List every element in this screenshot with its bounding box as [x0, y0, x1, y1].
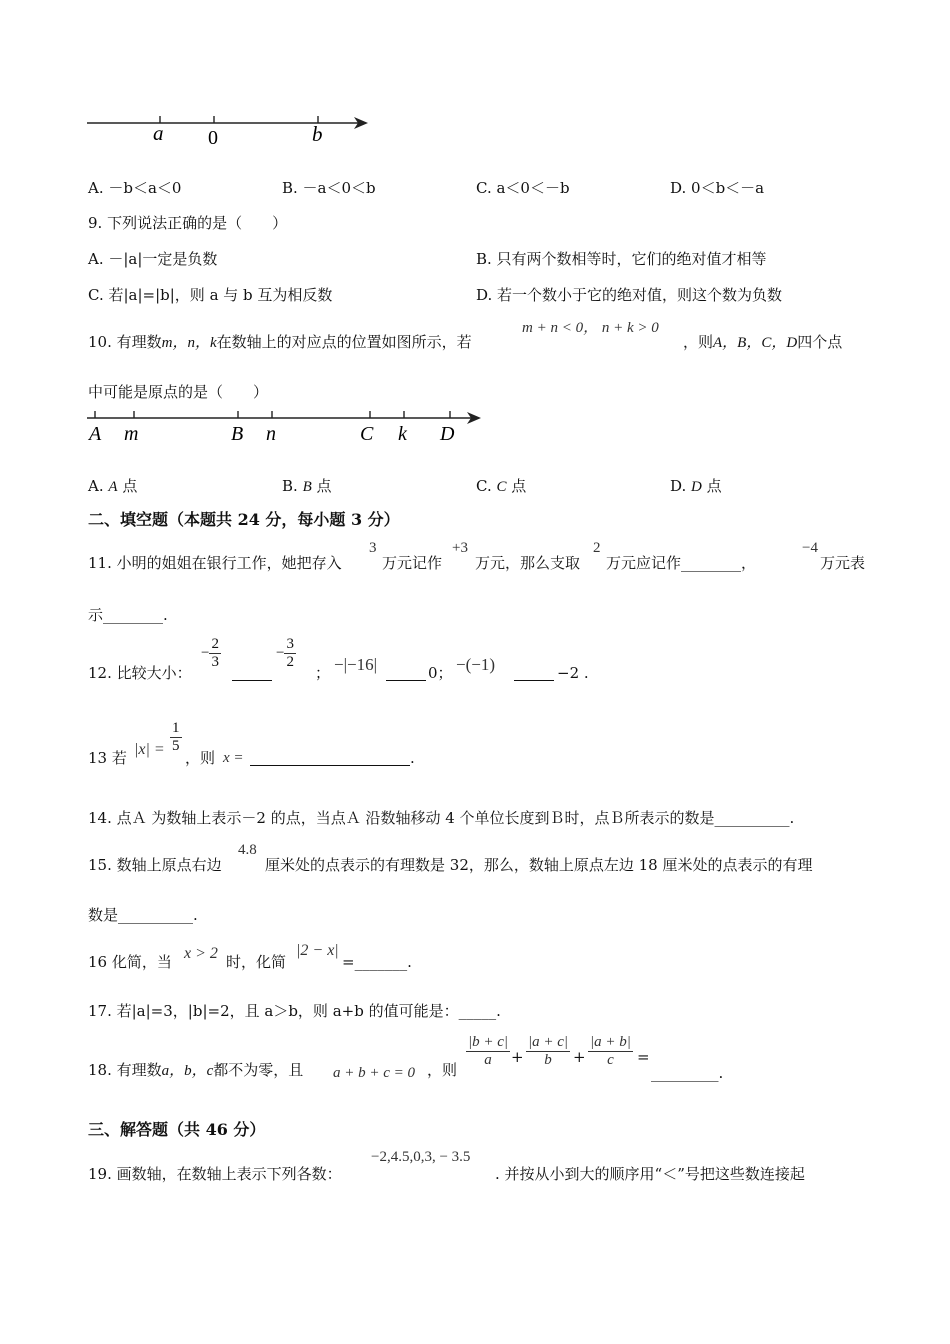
q12-expr-abs: −|−16|	[334, 655, 377, 674]
axis-label-A: A	[89, 423, 102, 445]
q11-part2: 万元记作	[382, 554, 443, 572]
q9-stem: 9. 下列说法正确的是（ ）	[88, 214, 288, 232]
q18-plus-1: +	[511, 1048, 524, 1066]
axis-label-C: C	[360, 423, 374, 445]
q10-option-c[interactable]: C. C 点	[476, 477, 527, 495]
q9-option-b[interactable]: B. 只有两个数相等时，它们的绝对值才相等	[476, 250, 767, 268]
q12-blank-1[interactable]	[232, 666, 272, 681]
q8-number-line	[84, 108, 374, 152]
q12-end: −2 .	[557, 664, 589, 682]
q8-option-d[interactable]: D. 0＜b＜－a	[670, 179, 765, 197]
q13-end: .	[410, 749, 415, 767]
q8-option-a[interactable]: A. －b＜a＜0	[88, 179, 182, 197]
q18-part3: ，则	[427, 1061, 458, 1079]
q12-blank-2[interactable]	[386, 666, 426, 681]
q18-end: _________.	[651, 1064, 724, 1082]
q15-part1: 15. 数轴上原点右边	[88, 856, 222, 874]
q11-part4: 万元应记作________，	[606, 554, 757, 572]
q17: 17. 若|a|=3，|b|=2，且 a＞b，则 a+b 的值可能是：_____.	[88, 1002, 501, 1020]
axis-label-a: a	[153, 121, 164, 145]
q11-num-2: 2	[593, 540, 601, 556]
q18-equals: =	[637, 1048, 650, 1066]
q11-part6: 示________.	[88, 606, 168, 624]
q16-part2: 时，化简	[226, 953, 287, 971]
q19-part2: . 并按从小到大的顺序用“＜”号把这些数连接起	[495, 1165, 805, 1183]
q11-part5: 万元表	[820, 554, 866, 572]
axis-label-b: b	[312, 122, 323, 146]
q10-stem-end: ，则A，B，C，D四个点	[683, 333, 843, 351]
q9-option-d[interactable]: D. 若一个数小于它的绝对值，则这个数为负数	[476, 286, 783, 304]
axis-label-zero: 0	[208, 127, 218, 149]
q15-num: 4.8	[238, 842, 257, 858]
q18-frac-2: $\frac{|a + c|}{b}$	[528, 1034, 569, 1068]
q12-blank-3[interactable]	[514, 666, 554, 681]
section-2-heading: 二、填空题（本题共 24 分，每小题 3 分）	[88, 510, 400, 529]
q10-option-d[interactable]: D. D 点	[670, 477, 722, 495]
q11-part3: 万元，那么支取	[475, 554, 581, 572]
q13-mid: ，则	[185, 749, 216, 767]
q13-blank[interactable]	[250, 751, 410, 766]
q13-x: x =	[223, 750, 244, 766]
q11-num-3: 3	[369, 540, 377, 556]
q12-frac2: − $\frac{3}{2}$	[276, 636, 294, 670]
axis-label-D: D	[440, 423, 455, 445]
q10-number-line	[84, 405, 489, 447]
axis-label-B: B	[231, 423, 244, 445]
q12-frac1: − $\frac{2}{3}$	[201, 636, 219, 670]
q9-option-a[interactable]: A. －|a|一定是负数	[88, 250, 218, 268]
axis-label-k: k	[398, 423, 407, 445]
q18-frac-1: $\frac{|b + c|}{a}$	[468, 1034, 509, 1068]
q13-label: 13 若	[88, 749, 127, 767]
q12-expr-neg: −(−1)	[456, 655, 495, 674]
q13-expr: |x| =	[134, 741, 165, 758]
q10-stem: 10. 有理数m，n，k在数轴上的对应点的位置如图所示，若	[88, 333, 472, 351]
axis-label-m: m	[124, 423, 139, 445]
q11-num-minus4: −4	[802, 540, 818, 556]
q19-part1: 19. 画数轴，在数轴上表示下列各数：	[88, 1165, 342, 1183]
q11-num-plus3: +3	[452, 540, 468, 556]
q11-part1: 11. 小明的姐姐在银行工作，她把存入	[88, 554, 342, 572]
q18-frac-3: $\frac{|a + b|}{c}$	[590, 1034, 631, 1068]
q9-option-c[interactable]: C. 若|a|=|b|，则 a 与 b 互为相反数	[88, 286, 333, 304]
q12-semicolon-1: ；	[315, 664, 331, 682]
q8-option-b[interactable]: B. －a＜0＜b	[282, 179, 376, 197]
q10-option-a[interactable]: A. A 点	[88, 477, 138, 495]
q15-part2: 厘米处的点表示的有理数是 32，那么，数轴上原点左边 18 厘米处的点表示的有理	[265, 856, 813, 874]
q16-expr: |2 − x|	[296, 942, 339, 959]
q18-part1: 18. 有理数a，b，c都不为零，且	[88, 1061, 304, 1079]
q16-cond: x > 2	[184, 945, 218, 962]
q19-nums: −2,4.5,0,3, − 3.5	[371, 1149, 471, 1165]
q16-part3: =_______.	[342, 953, 412, 971]
q12-label: 12. 比较大小：	[88, 664, 192, 682]
q13-frac: $\frac{1}{5}$	[172, 720, 180, 754]
q10-stem-line2: 中可能是原点的是（ ）	[88, 383, 269, 401]
axis-label-n: n	[266, 423, 276, 445]
section-3-heading: 三、解答题（共 46 分）	[88, 1120, 266, 1139]
q16-part1: 16 化简，当	[88, 953, 172, 971]
q18-plus-2: +	[573, 1048, 586, 1066]
q15-part3: 数是__________.	[88, 906, 198, 924]
q8-option-c[interactable]: C. a＜0＜－b	[476, 179, 570, 197]
q10-condition: m + n < 0， n + k > 0	[522, 320, 659, 336]
q10-option-b[interactable]: B. B 点	[282, 477, 332, 495]
q14: 14. 点Ａ 为数轴上表示－2 的点，当点Ａ 沿数轴移动 4 个单位长度到Ｂ时，点Ｂ所表示的数是__________.	[88, 809, 795, 827]
q12-zero: 0；	[428, 664, 453, 682]
q18-cond: a + b + c = 0	[333, 1065, 416, 1081]
